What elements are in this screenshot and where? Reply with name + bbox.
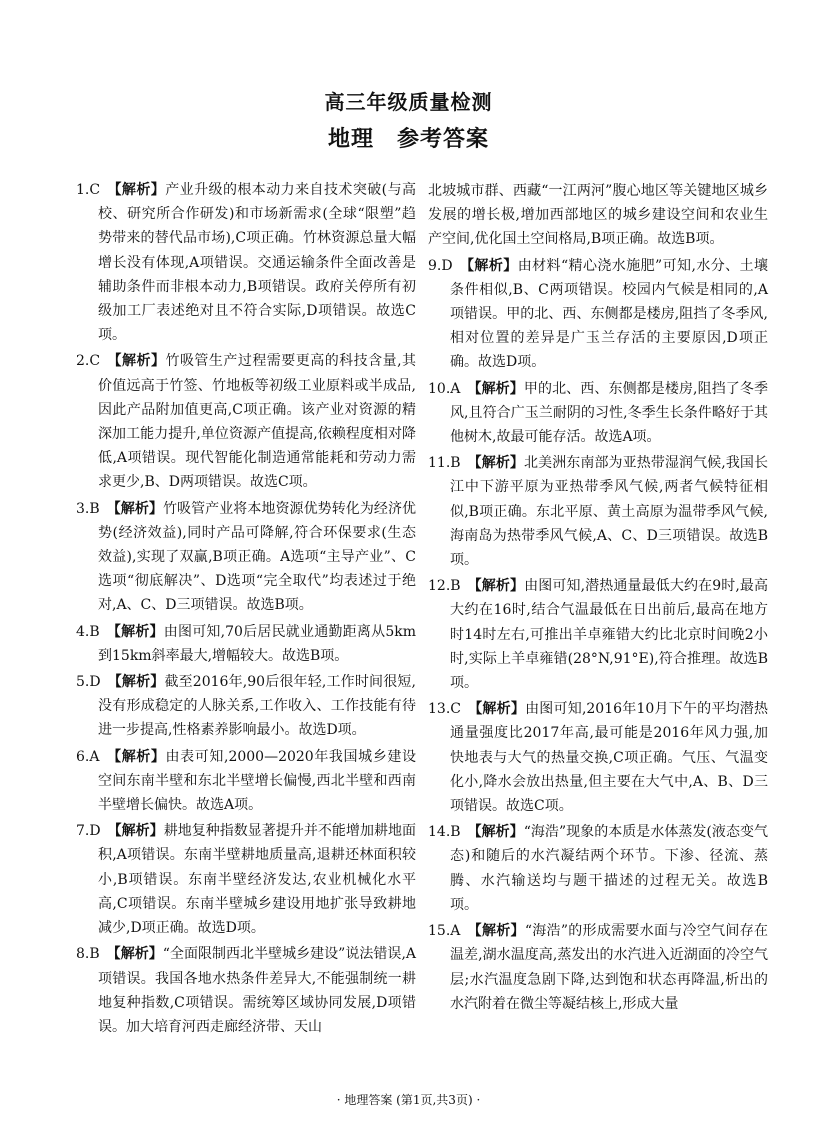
answer-text: “全面限制西北半壁城乡建设”说法错误,A项错误。我国各地水热条件差异大,不能强制统一耕地复种指数,C项错误。需统筹区域协同发展,D项错误。加大培育河西走廊经济带、天山 bbox=[98, 946, 417, 1035]
answer-item bbox=[76, 942, 416, 1039]
answer-number: 14.B bbox=[428, 824, 461, 841]
answer-item bbox=[76, 497, 416, 618]
analysis-tag: 【解析】 bbox=[467, 824, 524, 841]
analysis-tag: 【解析】 bbox=[107, 823, 164, 840]
analysis-tag: 【解析】 bbox=[459, 257, 518, 274]
analysis-tag: 【解析】 bbox=[106, 623, 164, 640]
answer-text: “海浩”的形成需要水面与冷空气间存在温差,湖水温度高,蒸发出的水汽进入近湖面的冷空气层;水汽温度急剧下降,达到饱和状态再降温,析出的水汽附着在微尘等凝结核上,形成大量 bbox=[450, 923, 768, 1012]
answer-text: 由图可知,70后居民就业通勤距离从5km到15km斜率最大,增幅较大。故选B项。 bbox=[98, 623, 417, 664]
answer-text: 产业升级的根本动力来自技术突破(与高校、研究所合作研发)和市场新需求(全球“限塑”趋势带来的替代品市场),C项正确。竹林资源总量大幅增长没有体现,A项错误。交通运输条件全面改善是辅助条件而非根本动力,B项错误。政府关停所有初级加工厂表述绝对且不符合实际,D项错误。故选C项。 bbox=[98, 182, 416, 344]
answer-item bbox=[76, 745, 416, 818]
answer-item bbox=[76, 620, 416, 668]
analysis-tag: 【解析】 bbox=[467, 455, 525, 472]
answer-item bbox=[76, 178, 416, 347]
answer-number: 9.D bbox=[428, 257, 453, 274]
answer-text: 由图可知,潜热通量最低大约在9时,最高大约在16时,结合气温最低在日出前后,最高在地方时14时左右,可推出羊卓雍错大约比北京时间晚2小时,实际上羊卓雍错(28°N,91°E),符合推理。故选B项。 bbox=[450, 578, 769, 692]
answer-number: 5.D bbox=[76, 674, 101, 691]
answer-item bbox=[76, 349, 416, 494]
answer-item bbox=[76, 819, 416, 940]
analysis-tag: 【解析】 bbox=[107, 182, 166, 198]
answer-item bbox=[428, 919, 768, 1016]
analysis-tag: 【解析】 bbox=[106, 500, 163, 517]
analysis-tag: 【解析】 bbox=[467, 923, 525, 940]
answer-item bbox=[428, 820, 768, 917]
answer-text: 耕地复种指数显著提升并不能增加耕地面积,A项错误。东南半壁耕地质量高,退耕还林面积较小,B项错误。东南半壁经济发达,农业机械化水平高,C项错误。东南半壁城乡建设用地扩张导致耕地减少,D项正确。故选D项。 bbox=[98, 823, 417, 937]
analysis-tag: 【解析】 bbox=[467, 578, 525, 595]
answer-text: 由图可知,2016年10月下午的平均潜热通量强度比2017年高,最可能是2016年风力强,加快地表与大气的热量交换,C项正确。气压、气温变化小,降水会放出热量,但主要在大气中,A、B、D三项错误。故选C项。 bbox=[450, 701, 768, 815]
answer-text: 截至2016年,90后很年轻,工作时间很短,没有形成稳定的人脉关系,工作收入、工作技能有待进一步提高,性格素养影响最小。故选D项。 bbox=[98, 674, 416, 739]
answer-item bbox=[428, 179, 768, 252]
answer-text: 由表可知,2000—2020年我国城乡建设空间东南半壁和东北半壁增长偏慢,西北半壁和西南半壁增长偏快。故选A项。 bbox=[98, 748, 417, 814]
answer-number: 1.C bbox=[76, 182, 101, 198]
answer-number: 11.B bbox=[428, 455, 461, 472]
answer-item bbox=[76, 670, 416, 743]
answer-text: 竹吸管生产过程需要更高的科技含量,其价值远高于竹签、竹地板等初级工业原料或半成品,因此产品附加值更高,C项正确。该产业对资源的精深加工能力提升,单位资源产值提高,依赖程度相对降低,A项错误。现代智能化制造通常能耗和劳动力需求更少,B、D两项错误。故选C项。 bbox=[98, 353, 417, 491]
answer-item bbox=[428, 254, 768, 375]
answer-item bbox=[428, 451, 768, 572]
page-subtitle: 地理 参考答案 bbox=[327, 126, 489, 152]
analysis-tag: 【解析】 bbox=[467, 380, 524, 397]
answer-number: 13.C bbox=[428, 701, 461, 718]
answer-number: 2.C bbox=[76, 353, 101, 370]
answer-item bbox=[428, 574, 768, 695]
answer-text: 由材料“精心浇水施肥”可知,水分、土壤条件相似,B、C两项错误。校园内气候是相同的,A项错误。甲的北、西、东侧都是楼房,阻挡了冬季风,相对位置的差异是广玉兰存活的主要原因,D项正确。故选D项。 bbox=[450, 257, 769, 371]
answer-number: 10.A bbox=[428, 380, 461, 397]
analysis-tag: 【解析】 bbox=[106, 946, 163, 963]
right-column bbox=[428, 179, 768, 1018]
analysis-tag: 【解析】 bbox=[107, 353, 166, 370]
page-footer: · 地理答案 (第1页,共3页) · bbox=[336, 1093, 481, 1107]
answer-item bbox=[428, 697, 768, 818]
left-column bbox=[76, 178, 416, 1041]
page-title: 高三年级质量检测 bbox=[324, 90, 493, 114]
answer-number: 7.D bbox=[76, 823, 101, 840]
answer-text: 北坡城市群、西藏“一江两河”腹心地区等关键地区城乡发展的增长极,增加西部地区的城乡建设空间和农业生产空间,优化国土空间格局,B项正确。故选B项。 bbox=[428, 183, 768, 248]
analysis-tag: 【解析】 bbox=[107, 674, 165, 691]
answer-number: 12.B bbox=[428, 578, 461, 595]
answer-text: 竹吸管产业将本地资源优势转化为经济优势(经济效益),同时产品可降解,符合环保要求(生态效益),实现了双赢,B项正确。A选项“主导产业”、C选项“彻底解决”、D选项“完全取代”均表述过于绝对,A、C、D三项错误。故选B项。 bbox=[98, 500, 417, 614]
answer-number: 8.B bbox=[76, 946, 100, 963]
answer-text: 北美洲东南部为亚热带湿润气候,我国长江中下游平原为亚热带季风气候,两者气候特征相似,B项正确。东北平原、黄土高原为温带季风气候,海南岛为热带季风气候,A、C、D三项错误。故选B项。 bbox=[450, 455, 768, 569]
answer-item bbox=[428, 377, 768, 450]
answer-number: 6.A bbox=[76, 748, 100, 765]
answer-text: 甲的北、西、东侧都是楼房,阻挡了冬季风,且符合广玉兰耐阴的习性,冬季生长条件略好于其他树木,故最可能存活。故选A项。 bbox=[450, 380, 769, 446]
answer-text: “海浩”现象的本质是水体蒸发(液态变气态)和随后的水汽凝结两个环节。下渗、径流、蒸腾、水汽输送均与题干描述的过程无关。故选B项。 bbox=[450, 824, 769, 913]
answer-number: 4.B bbox=[76, 623, 100, 640]
answer-number: 3.B bbox=[76, 500, 100, 517]
analysis-tag: 【解析】 bbox=[106, 748, 166, 765]
answer-number: 15.A bbox=[428, 923, 461, 940]
analysis-tag: 【解析】 bbox=[467, 701, 526, 718]
